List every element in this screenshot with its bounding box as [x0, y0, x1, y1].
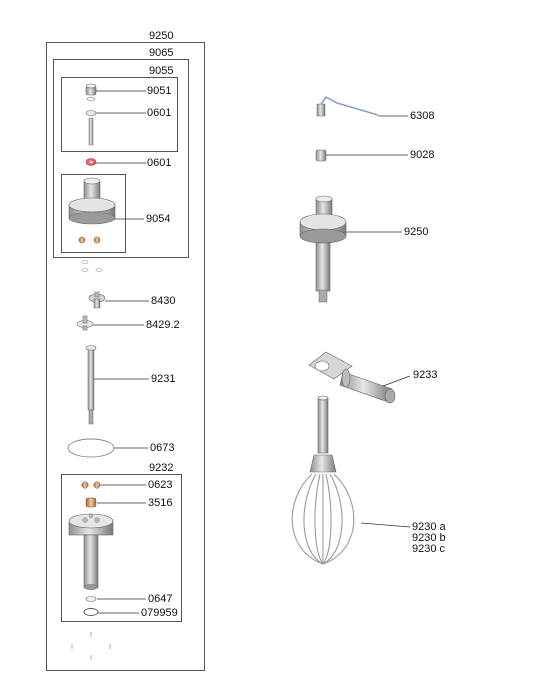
part-label-8429: 8429.2 — [146, 319, 180, 331]
part-9230-whisk-icon — [292, 396, 354, 564]
part-6308-icon — [317, 97, 378, 116]
part-9232-body-icon — [69, 514, 113, 590]
part-label-0647: 0647 — [148, 593, 173, 605]
assembly-9055-label: 9055 — [149, 65, 174, 77]
assembly-9232-label: 9232 — [149, 462, 174, 474]
part-label-9051: 9051 — [147, 85, 172, 97]
leader-9230 — [361, 523, 410, 527]
part-label-9028: 9028 — [410, 149, 435, 161]
assembly-9250-label: 9250 — [149, 30, 174, 42]
part-label-9054: 9054 — [146, 213, 171, 225]
part-079959-icon — [84, 609, 98, 616]
leader-9233 — [383, 376, 410, 386]
part-0647-icon — [86, 597, 96, 602]
part-9233-icon — [309, 352, 395, 403]
part-label-3516: 3516 — [148, 497, 173, 509]
part-label-9233: 9233 — [413, 369, 438, 381]
part-label-9231: 9231 — [151, 373, 176, 385]
part-9054-icon — [69, 178, 115, 243]
part-label-079959: 079959 — [141, 607, 178, 619]
part-label-0623: 0623 — [148, 479, 173, 491]
part-label-6308: 6308 — [410, 110, 435, 122]
part-label-9230-a: 9230 a — [412, 521, 446, 533]
assembly-9065-label: 9065 — [149, 47, 174, 59]
small-pins-icon — [72, 632, 110, 660]
part-label-0601-a: 0601 — [147, 107, 172, 119]
part-9028-icon — [316, 150, 326, 161]
part-label-9250: 9250 — [404, 226, 429, 238]
part-3516-icon — [86, 498, 96, 507]
part-0673-icon — [68, 439, 114, 457]
small-washers-icon — [82, 261, 102, 272]
part-9250-icon — [300, 196, 346, 302]
part-label-0673: 0673 — [150, 442, 175, 454]
part-label-8430: 8430 — [151, 295, 176, 307]
part-9051-icon — [86, 84, 96, 100]
part-8429-icon — [77, 316, 93, 330]
part-label-9230-b: 9230 b — [412, 532, 446, 544]
part-label-9230 — [412, 522, 446, 555]
part-label-9230-c: 9230 c — [412, 543, 446, 555]
part-0601-seal-icon — [86, 159, 96, 166]
part-label-0601-b: 0601 — [147, 157, 172, 169]
part-8430-icon — [89, 292, 105, 308]
part-0623-icon — [82, 482, 100, 488]
part-9231-icon — [86, 346, 96, 425]
part-0601-washer-icon — [86, 111, 96, 146]
